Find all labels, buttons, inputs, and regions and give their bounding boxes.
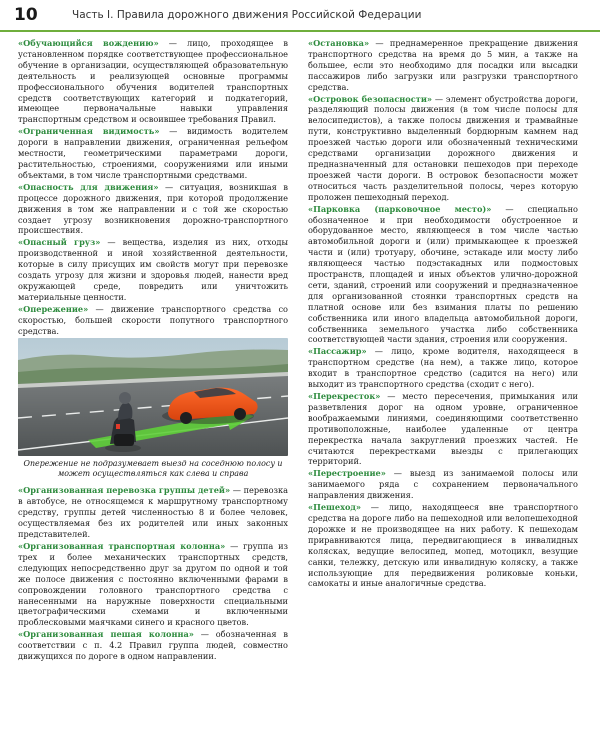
definition-paragraph bbox=[18, 182, 288, 237]
definition-paragraph bbox=[18, 304, 288, 337]
definition-text: — специально обозначенное и при необходимости обустроенное и оборудованное место, являющееся в том числе частью автомобильной дороги и (или) примыкающее к проезжей части и (или) тротуару, обочине, эстакаде или мосту либо являющееся частью подэстакадных или подмостовых пространств, площадей и иных объектов улично-дорожной сети, зданий, строений или сооружений и предназначенное для организованной стоянки транспортных средств на платной основе или без взимания платы по решению собственника или иного владельца автомобильной дороги, собственника земельного участка либо собственника соответствующей части здания, строения или сооружения. bbox=[308, 203, 578, 345]
definition-text: — движение транспортного средства со скоростью, большей скорости попутного транспортного средства. bbox=[18, 303, 288, 336]
running-title: Часть I. Правила дорожного движения Российской Федерации bbox=[72, 9, 422, 21]
page-number: 10 bbox=[14, 5, 38, 25]
definition-term: «Островок безопасности» bbox=[308, 93, 433, 104]
definition-paragraph bbox=[308, 94, 578, 203]
definition-text: — лицо, находящееся вне транспортного средства на дороге либо на пешеходной или велопешеходной дорожке и не производящее на них работу. К пешеходам приравниваются лица, передвигающиеся в инвалидных колясках, ведущие велосипед, мопед, мотоцикл, везущие санки, тележку, детскую или инвалидную коляску, а также использующие для передвижения роликовые коньки, самокаты и иные аналогичные средства. bbox=[308, 502, 578, 589]
definition-term: «Опережение» bbox=[18, 303, 89, 314]
definition-text: — обозначенная в соответствии с п. 4.2 Правил группа людей, совместно движущихся по дороге в одном направлении. bbox=[18, 629, 288, 662]
definition-term: «Организованная перевозка группы детей» bbox=[18, 485, 231, 496]
definition-term: «Обучающийся вождению» bbox=[18, 38, 159, 48]
definition-term: «Перестроение» bbox=[308, 468, 386, 479]
definition-paragraph bbox=[18, 629, 288, 662]
definition-paragraph bbox=[18, 485, 288, 540]
definition-paragraph bbox=[308, 38, 578, 93]
illustration bbox=[18, 338, 288, 479]
definition-term: «Опасный груз» bbox=[18, 237, 101, 248]
definition-text: — преднамеренное прекращение движения транспортного средства на время до 5 мин, а также на большее, если это необходимо для посадки или высадки пассажиров либо загрузки или разгрузки транспортного средства. bbox=[308, 38, 578, 92]
definition-text: — место пересечения, примыкания или разветвления дорог на одном уровне, ограниченное воображаемыми линиями, соединяющими соответственно противоположные, наиболее удаленные от центра перекрестка начала закруглений проезжих частей. Не считаются перекрестками выезды с прилегающих территорий. bbox=[308, 391, 578, 467]
definition-paragraph bbox=[18, 38, 288, 125]
left-column bbox=[18, 38, 288, 663]
definition-text: — выезд из занимаемой полосы или занимаемого ряда с сохранением первоначального направления движения. bbox=[308, 468, 578, 501]
definition-paragraph bbox=[308, 204, 578, 346]
definition-text: — лицо, проходящее в установленном порядке соответствующее профессиональное обучение в организации, осуществляющей образовательную деятельность и реализующей основные программы профессионального обучения водителей транспортных средств соответствующих категорий и подкатегорий, имеющее первоначальные навыки управления транспортным средством и освоившее требования Правил. bbox=[18, 38, 288, 125]
definition-text: — группа из трех и более механических транспортных средств, следующих непосредственно друг за другом по одной и той же полосе движения с постоянно включенными фарами в сопровождении головного транспортного средства с нанесенными на наружные поверхности специальными цветографическими схемами и включенными проблесковыми маячками синего и красного цветов. bbox=[18, 541, 289, 628]
definition-paragraph bbox=[18, 541, 288, 628]
definition-paragraph bbox=[308, 502, 578, 589]
right-column bbox=[308, 38, 578, 590]
definition-paragraph bbox=[308, 468, 578, 501]
definition-text: — перевозка в автобусе, не относящемся к маршрутному транспортному средству, группы детей численностью 8 и более человек, осуществляемая без их родителей или иных законных представителей. bbox=[18, 485, 288, 540]
overtaking-photo bbox=[18, 338, 288, 456]
definition-paragraph bbox=[308, 391, 578, 467]
definition-text: — элемент обустройства дороги, разделяющий полосы движения (в том числе полосы для велосипедистов), а также полосы движения и трамвайные пути, конструктивно выделенный бордюрным камнем над проезжей частью дороги или обозначенный техническими средствами организации дорожного движения и предназначенный для остановки пешеходов при переходе проезжей части дороги. В островок безопасности может относиться часть разделительной полосы, через которую проложен пешеходный переход. bbox=[308, 93, 578, 202]
definition-term: «Пассажир» bbox=[308, 346, 367, 357]
definition-term: «Перекресток» bbox=[308, 391, 381, 401]
definition-text: — лицо, кроме водителя, находящееся в транспортном средстве (на нем), а также лицо, которое входит в транспортное средство (садится на него) или выходит из транспортного средства (сходит с него). bbox=[308, 346, 578, 390]
definition-paragraph bbox=[308, 346, 578, 390]
photo-caption: Опережение не подразумевает выезд на соседнюю полосу и может осуществляться как слева и справа bbox=[23, 459, 283, 479]
road-scene-image bbox=[18, 338, 288, 456]
definition-text: — ситуация, возникшая в процессе дорожного движения, при которой продолжение движения в том же направлении и с той же скоростью создает угрозу возникновения дорожно-транспортного происшествия. bbox=[18, 181, 288, 236]
definition-text: — видимость водителем дороги в направлении движения, ограниченная рельефом местности, геометрическими параметрами дороги, растительностью, строениями, сооружениями или иными объектами, в том числе транспортными средствами. bbox=[18, 126, 288, 180]
page-header bbox=[0, 0, 600, 32]
definition-term: «Организованная пешая колонна» bbox=[18, 629, 194, 640]
definition-term: «Парковка (парковочное место)» bbox=[308, 203, 492, 214]
definition-paragraph bbox=[18, 126, 288, 181]
definition-paragraph bbox=[18, 237, 288, 302]
definition-text: — вещества, изделия из них, отходы производственной и иной хозяйственной деятельности, которые в силу присущих им свойств могут при перевозке создать угрозу для жизни и здоровья людей, нанести вред окружающей среде, повредить или уничтожить материальные ценности. bbox=[18, 237, 288, 302]
definition-term: «Пешеход» bbox=[308, 502, 361, 513]
definition-term: «Ограниченная видимость» bbox=[18, 126, 160, 137]
definition-term: «Организованная транспортная колонна» bbox=[18, 541, 226, 551]
definition-term: «Опасность для движения» bbox=[18, 181, 159, 192]
definition-term: «Остановка» bbox=[308, 38, 370, 48]
